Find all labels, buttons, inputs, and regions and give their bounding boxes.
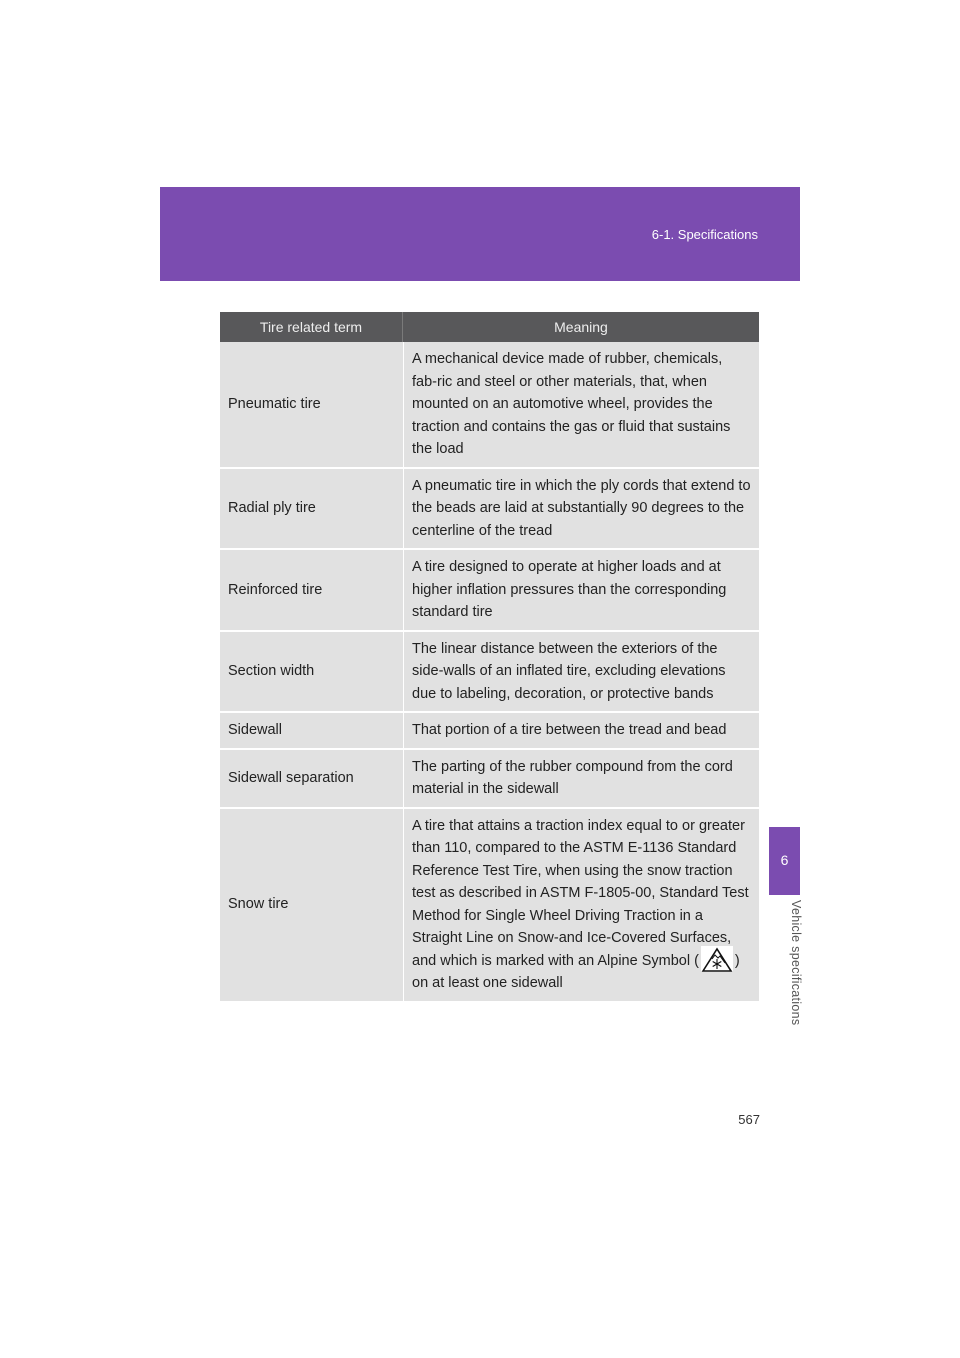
mountain-snowflake-icon xyxy=(701,946,733,972)
meaning-cell: A tire designed to operate at higher loads and at higher inflation pressures than the corresponding standard tire xyxy=(403,548,759,630)
column-header-meaning: Meaning xyxy=(403,312,759,342)
chapter-number: 6 xyxy=(780,852,789,868)
table-row xyxy=(220,630,759,712)
meaning-cell: The parting of the rubber compound from the cord material in the sidewall xyxy=(403,748,759,807)
table-header-row xyxy=(220,312,759,342)
table-row xyxy=(220,342,759,467)
term-cell: Snow tire xyxy=(220,807,403,1001)
section-header-bar xyxy=(160,187,800,281)
table-row xyxy=(220,467,759,549)
column-header-term: Tire related term xyxy=(220,312,403,342)
table-row xyxy=(220,548,759,630)
section-title: 6-1. Specifications xyxy=(651,227,758,242)
term-cell: Radial ply tire xyxy=(220,467,403,549)
term-cell: Section width xyxy=(220,630,403,712)
meaning-text-before-symbol: A tire that attains a traction index equal to or greater than 110, compared to the ASTM E-1136 Standard Reference Test Tire, when using the snow traction test as described in ASTM F-1805-00, Standard Test Method for Single Wheel Driving Traction in a Straight Line on Snow-and Ice-Covered Surfaces, and which is marked with an Alpine Symbol ( xyxy=(412,817,749,969)
term-cell: Sidewall xyxy=(220,711,403,748)
chapter-tab xyxy=(769,827,800,895)
chapter-name: Vehicle specifications xyxy=(789,900,803,1026)
meaning-cell xyxy=(403,807,759,1001)
meaning-cell: That portion of a tire between the tread and bead xyxy=(403,711,759,748)
tire-terms-table xyxy=(220,312,759,1001)
term-cell: Pneumatic tire xyxy=(220,342,403,467)
table-row xyxy=(220,711,759,748)
meaning-cell: The linear distance between the exteriors of the side-walls of an inflated tire, excluding elevations due to labeling, decoration, or protective bands xyxy=(403,630,759,712)
meaning-cell: A pneumatic tire in which the ply cords that extend to the beads are laid at substantially 90 degrees to the centerline of the tread xyxy=(403,467,759,549)
term-cell: Reinforced tire xyxy=(220,548,403,630)
meaning-text-after-symbol: ) on at least one sidewall xyxy=(412,952,740,991)
term-cell: Sidewall separation xyxy=(220,748,403,807)
page-number: 567 xyxy=(738,1112,760,1127)
meaning-cell: A mechanical device made of rubber, chemicals, fab-ric and steel or other materials, that, when mounted on an automotive wheel, provides the traction and contains the gas or fluid that sustains the load xyxy=(403,342,759,467)
table-row xyxy=(220,748,759,807)
table-row xyxy=(220,807,759,1001)
